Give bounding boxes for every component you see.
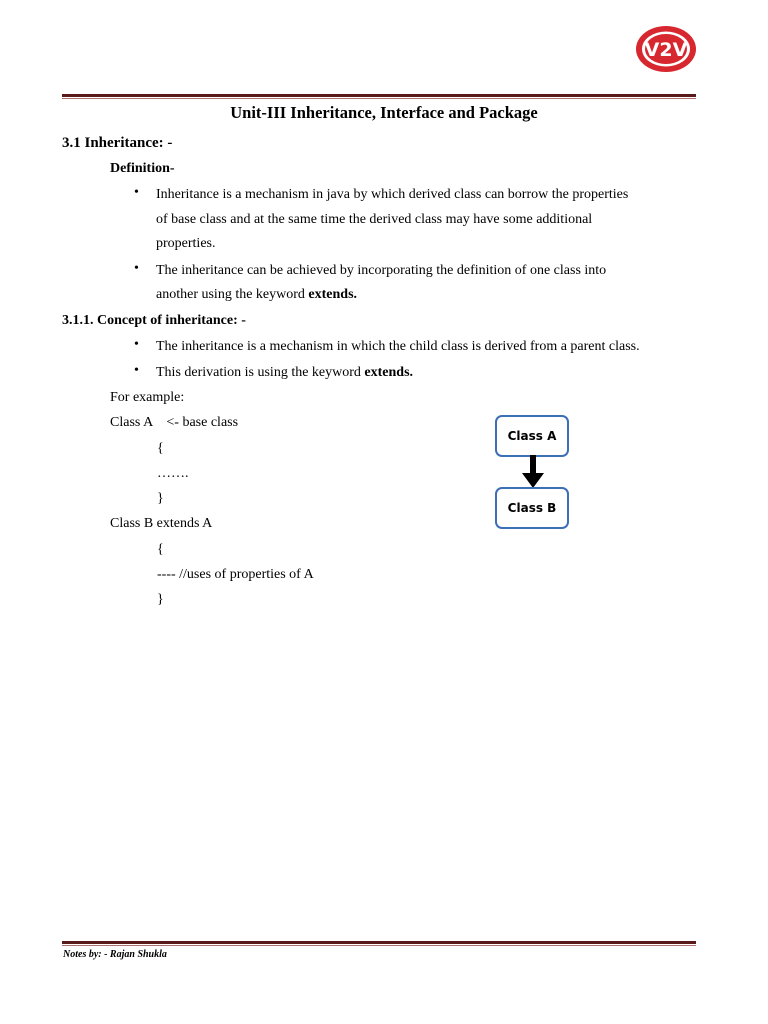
- definition-bullet1-line3: properties.: [156, 236, 216, 251]
- header-rule: [62, 94, 696, 99]
- v2v-logo: [634, 24, 698, 74]
- page-title: Unit-III Inheritance, Interface and Package: [230, 103, 538, 122]
- bullet-icon: •: [134, 185, 139, 200]
- example-label: For example:: [110, 390, 185, 405]
- bullet-icon: •: [134, 261, 139, 276]
- class-a-box: Class A: [495, 415, 569, 457]
- definition-bullet1-line2: of base class and at the same time the derived class may have some additional: [156, 212, 593, 227]
- section-heading-concept: 3.1.1. Concept of inheritance: -: [62, 313, 246, 328]
- definition-label: Definition-: [110, 161, 175, 176]
- code-line-6: {: [157, 542, 164, 557]
- class-b-box: Class B: [495, 487, 569, 529]
- code-line-1: Class A <- base class: [110, 415, 239, 430]
- code-line-3: …….: [157, 466, 189, 481]
- definition-bullet1-line1: Inheritance is a mechanism in java by which derived class can borrow the properties: [156, 187, 629, 202]
- keyword-extends: extends.: [308, 287, 358, 302]
- concept-bullet2-text: This derivation is using the keyword: [156, 365, 365, 380]
- code-line-2: {: [157, 441, 164, 456]
- bullet2-text: another using the keyword: [156, 287, 309, 302]
- concept-bullet2: [156, 364, 413, 382]
- code-line-7: ---- //uses of properties of A: [157, 567, 314, 582]
- footer-rule: [62, 941, 696, 946]
- concept-bullet1: The inheritance is a mechanism in which the child class is derived from a parent class.: [156, 339, 640, 354]
- keyword-extends: extends.: [364, 365, 414, 380]
- definition-bullet2-line2: [156, 286, 357, 304]
- bullet-icon: •: [134, 363, 139, 378]
- section-heading-inheritance: 3.1 Inheritance: -: [62, 135, 173, 151]
- footer-notes-by: Notes by: - Rajan Shukla: [63, 949, 167, 960]
- code-line-4: }: [157, 491, 164, 506]
- definition-bullet2-line1: The inheritance can be achieved by incorporating the definition of one class into: [156, 263, 607, 278]
- code-line-5: Class B extends A: [110, 516, 213, 531]
- logo-text: V2V: [644, 39, 688, 61]
- arrow-down-icon: [522, 455, 544, 489]
- bullet-icon: •: [134, 337, 139, 352]
- code-line-8: }: [157, 592, 164, 607]
